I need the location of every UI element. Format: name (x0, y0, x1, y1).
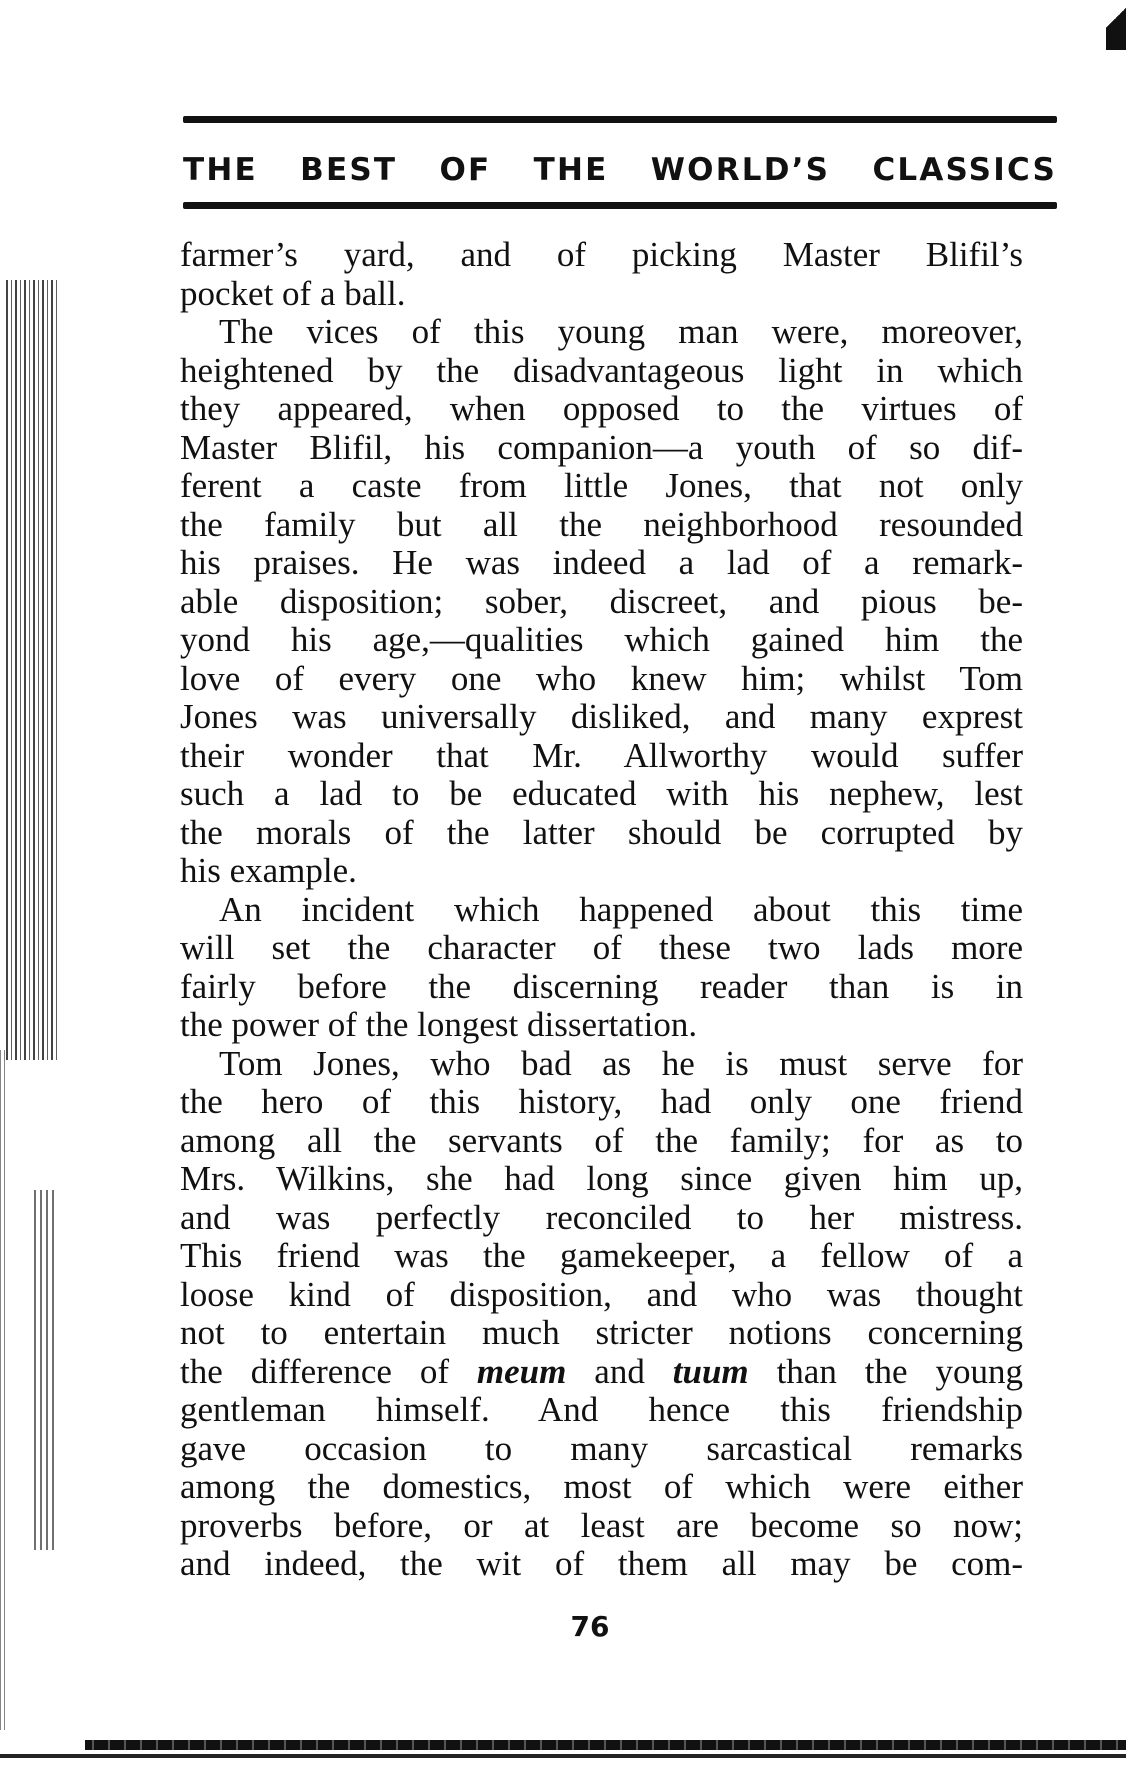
text-line-with-italics (180, 1353, 1023, 1392)
text-line: Jones was universally disliked, and many exprest (180, 697, 1023, 736)
text-line: the hero of this history, had only one friend (180, 1082, 1023, 1121)
text-line: able disposition; sober, discreet, and pious be- (180, 581, 1023, 621)
text-segment: the difference of (180, 1351, 477, 1391)
text-line: Master Blifil, his companion—a youth of so dif- (180, 427, 1023, 467)
text-line: proverbs before, or at least are become so now; (180, 1505, 1023, 1545)
text-line: Mrs. Wilkins, she had long since given him up, (180, 1159, 1023, 1198)
running-title: THE BEST OF THE WORLD’S CLASSICS (183, 152, 1057, 188)
header-bottom-rule (183, 202, 1057, 209)
text-line: This friend was the gamekeeper, a fellow of a (180, 1236, 1023, 1275)
text-line: gave occasion to many sarcastical remarks (180, 1428, 1023, 1468)
text-line: heightened by the disadvantageous light in which (180, 350, 1023, 390)
text-line: the power of the longest dissertation. (180, 1005, 698, 1044)
text-line: farmer’s yard, and of picking Master Blifil’s (180, 235, 1023, 274)
text-segment: than the young (748, 1351, 1023, 1391)
text-line: ferent a caste from little Jones, that not only (180, 466, 1023, 505)
footer-rule (85, 1740, 1126, 1750)
page-number: 76 (570, 1610, 610, 1643)
text-line: fairly before the discerning reader than is in (180, 966, 1023, 1006)
text-line: will set the character of these two lads more (180, 928, 1023, 967)
text-line: not to entertain much stricter notions concerning (180, 1313, 1023, 1352)
text-line: among all the servants of the family; for as to (180, 1120, 1023, 1160)
text-line: and indeed, the wit of them all may be com- (180, 1544, 1023, 1583)
text-line: and was perfectly reconciled to her mistress. (180, 1197, 1023, 1237)
header-top-rule (183, 116, 1057, 123)
text-line: yond his age,—qualities which gained him the (180, 620, 1023, 659)
text-line: gentleman himself. And hence this friendship (180, 1390, 1023, 1429)
text-line: such a lad to be educated with his nephew, lest (180, 774, 1023, 813)
text-line: the morals of the latter should be corrupted by (180, 812, 1023, 852)
text-line: his praises. He was indeed a lad of a remark- (180, 543, 1023, 582)
text-line: their wonder that Mr. Allworthy would suffer (180, 735, 1023, 775)
text-line: the family but all the neighborhood resounded (180, 504, 1023, 544)
text-line: loose kind of disposition, and who was thought (180, 1274, 1023, 1314)
text-line: they appeared, when opposed to the virtues of (180, 389, 1023, 428)
text-line: The vices of this young man were, moreover, (219, 312, 1023, 351)
text-segment: and (566, 1351, 673, 1391)
body-text (180, 236, 1023, 1584)
text-line: An incident which happened about this time (219, 889, 1023, 929)
footer-edge-rule (0, 1754, 1126, 1758)
italic-word-tuum: tuum (672, 1351, 749, 1391)
scan-binding-edge (6, 280, 60, 1060)
scan-corner-mark (1106, 0, 1126, 50)
italic-word-meum: meum (476, 1351, 567, 1391)
scan-binding-edge-lower (34, 1190, 56, 1550)
text-line: his example. (180, 851, 357, 890)
text-line: love of every one who knew him; whilst Tom (180, 658, 1023, 698)
text-line: among the domestics, most of which were either (180, 1467, 1023, 1506)
text-line: pocket of a ball. (180, 273, 406, 313)
text-line: Tom Jones, who bad as he is must serve for (219, 1043, 1023, 1083)
